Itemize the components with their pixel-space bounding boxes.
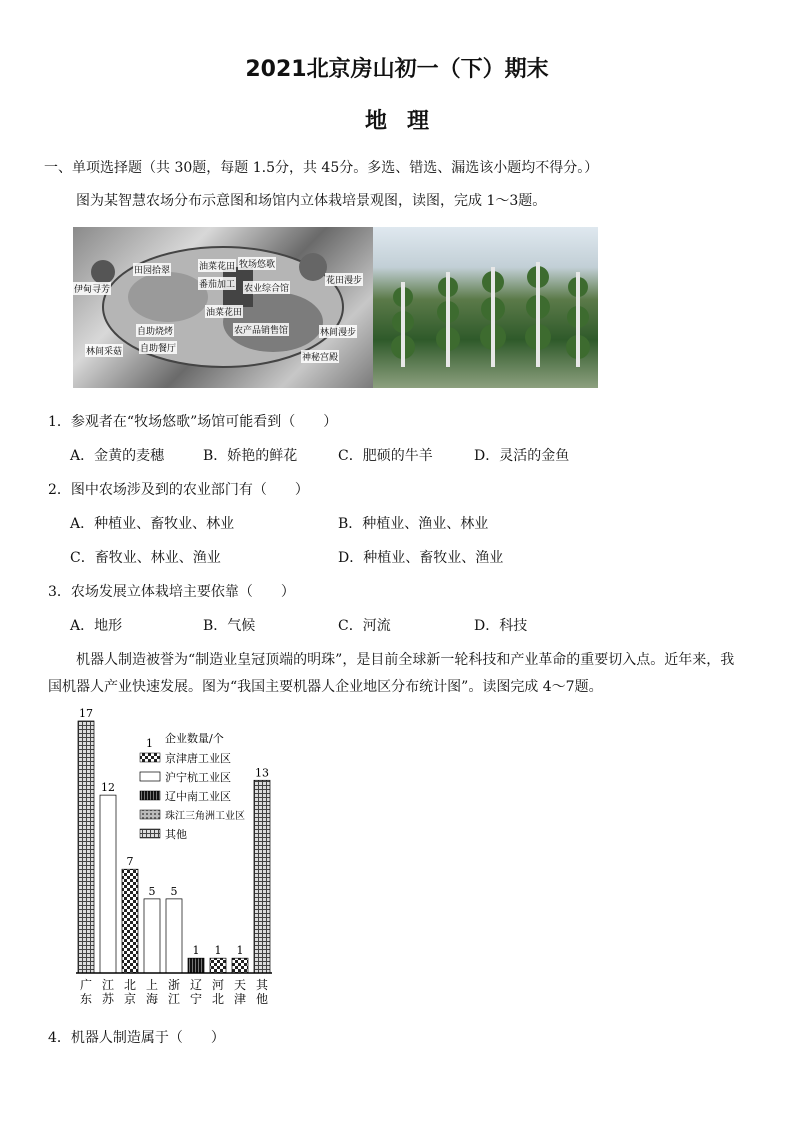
vertical-cultivation-photo bbox=[373, 227, 598, 388]
legend-swatch-jjt bbox=[140, 753, 160, 762]
category-label-6-1: 北 bbox=[211, 992, 225, 1006]
q1-option-b[interactable]: B．娇艳的鲜花 bbox=[203, 448, 298, 464]
legend-label-jjt: 京津唐工业区 bbox=[165, 752, 231, 765]
category-label-1-1: 苏 bbox=[101, 992, 115, 1006]
bar-2 bbox=[122, 869, 138, 973]
legend-swatch-hnh bbox=[140, 772, 160, 781]
question-3: 3．农场发展立体栽培主要依靠（ ） bbox=[48, 584, 295, 600]
bar-value-label-8: 13 bbox=[255, 766, 269, 780]
q3-option-d[interactable]: D．科技 bbox=[474, 618, 528, 634]
bar-6 bbox=[210, 958, 226, 973]
bar-value-label-0: 17 bbox=[79, 707, 93, 720]
bar-value-label-3: 5 bbox=[148, 884, 156, 898]
category-label-2-1: 京 bbox=[123, 992, 137, 1006]
bar-value-label-5: 1 bbox=[192, 944, 200, 958]
intro-text-2-line-1: 机器人制造被誉为“制造业皇冠顶端的明珠”，是目前全球新一轮科技和产业革命的重要切入点。近年来，我 bbox=[76, 652, 735, 668]
category-label-3-0: 上 bbox=[145, 978, 159, 992]
chart-y-label: 企业数量/个 bbox=[165, 732, 224, 745]
bar-value-label-1: 12 bbox=[101, 781, 115, 795]
q1-option-a[interactable]: A．金黄的麦穗 bbox=[70, 448, 165, 464]
chart-legend bbox=[140, 731, 245, 841]
question-1: 1．参观者在“牧场悠歌”场馆可能看到（ ） bbox=[48, 414, 338, 430]
bar-4 bbox=[166, 899, 182, 973]
category-label-4-0: 浙 bbox=[167, 978, 181, 992]
category-label-3-1: 海 bbox=[145, 992, 159, 1006]
bar-7 bbox=[232, 958, 248, 973]
category-label-5-0: 辽 bbox=[189, 978, 203, 992]
legend-label-lzn: 辽中南工业区 bbox=[165, 790, 231, 803]
category-label-1-0: 江 bbox=[101, 978, 115, 992]
bar-1 bbox=[100, 795, 116, 973]
bar-value-label-2: 7 bbox=[126, 855, 134, 869]
q1-option-c[interactable]: C．肥硕的牛羊 bbox=[338, 448, 433, 464]
page-title: 2021北京房山初一（下）期末 bbox=[245, 57, 549, 82]
category-label-2-0: 北 bbox=[123, 978, 137, 992]
category-label-8-1: 他 bbox=[255, 992, 269, 1006]
category-label-0-1: 东 bbox=[79, 992, 93, 1006]
category-label-8-0: 其 bbox=[255, 978, 269, 992]
q2-option-c[interactable]: C．畜牧业、林业、渔业 bbox=[70, 550, 221, 566]
q2-option-a[interactable]: A．种植业、畜牧业、林业 bbox=[70, 516, 235, 532]
category-label-4-1: 江 bbox=[167, 992, 181, 1006]
bar-3 bbox=[144, 899, 160, 973]
category-label-0-0: 广 bbox=[79, 978, 93, 992]
bar-8 bbox=[254, 780, 270, 973]
question-4: 4．机器人制造属于（ ） bbox=[48, 1030, 225, 1046]
section-heading: 一、单项选择题（共 30题，每题 1.5分，共 45分。多选、错选、漏选该小题均不得分。） bbox=[44, 160, 599, 176]
legend-label-other: 其他 bbox=[165, 828, 187, 841]
q2-option-b[interactable]: B．种植业、渔业、林业 bbox=[338, 516, 489, 532]
bar-value-label-6: 1 bbox=[214, 944, 222, 958]
legend-label-zsj: 珠江三角洲工业区 bbox=[165, 811, 245, 822]
bar-value-label-4: 5 bbox=[170, 884, 178, 898]
legend-unit-marker: 1 bbox=[146, 737, 153, 750]
category-label-6-0: 河 bbox=[211, 978, 225, 992]
robot-enterprise-chart bbox=[70, 705, 280, 1010]
legend-swatch-other bbox=[140, 829, 160, 838]
intro-text-1: 图为某智慧农场分布示意图和场馆内立体栽培景观图，读图，完成 1～3题。 bbox=[76, 193, 547, 209]
cultivation-drawing bbox=[373, 227, 598, 388]
q1-option-d[interactable]: D．灵活的金鱼 bbox=[474, 448, 570, 464]
bar-value-label-7: 1 bbox=[236, 944, 244, 958]
category-label-7-1: 津 bbox=[233, 992, 247, 1006]
bar-5 bbox=[188, 958, 204, 973]
question-2: 2．图中农场涉及到的农业部门有（ ） bbox=[48, 482, 309, 498]
bar-0 bbox=[78, 721, 94, 973]
intro-text-2-line-2: 国机器人产业快速发展。图为“我国主要机器人企业地区分布统计图”。读图完成 4～7题。 bbox=[48, 679, 603, 695]
q3-option-a[interactable]: A．地形 bbox=[70, 618, 123, 634]
q3-option-c[interactable]: C．河流 bbox=[338, 618, 391, 634]
q2-option-d[interactable]: D．种植业、畜牧业、渔业 bbox=[338, 550, 504, 566]
q3-option-b[interactable]: B．气候 bbox=[203, 618, 256, 634]
farm-map-image: 田园拾翠 油菜花田 牧场悠歌 花田漫步 伊甸寻芳 番茄加工 农业综合馆 油菜花田 自助烧烤 农产品销售馆 林间漫步 林间采菇 自助餐厅 神秘宫殿 bbox=[73, 227, 373, 388]
category-label-7-0: 天 bbox=[233, 978, 247, 992]
legend-swatch-lzn bbox=[140, 791, 160, 800]
category-label-5-1: 宁 bbox=[189, 992, 203, 1006]
subject-title: 地 理 bbox=[364, 109, 429, 134]
legend-swatch-zsj bbox=[140, 810, 160, 819]
legend-label-hnh: 沪宁杭工业区 bbox=[165, 771, 231, 784]
